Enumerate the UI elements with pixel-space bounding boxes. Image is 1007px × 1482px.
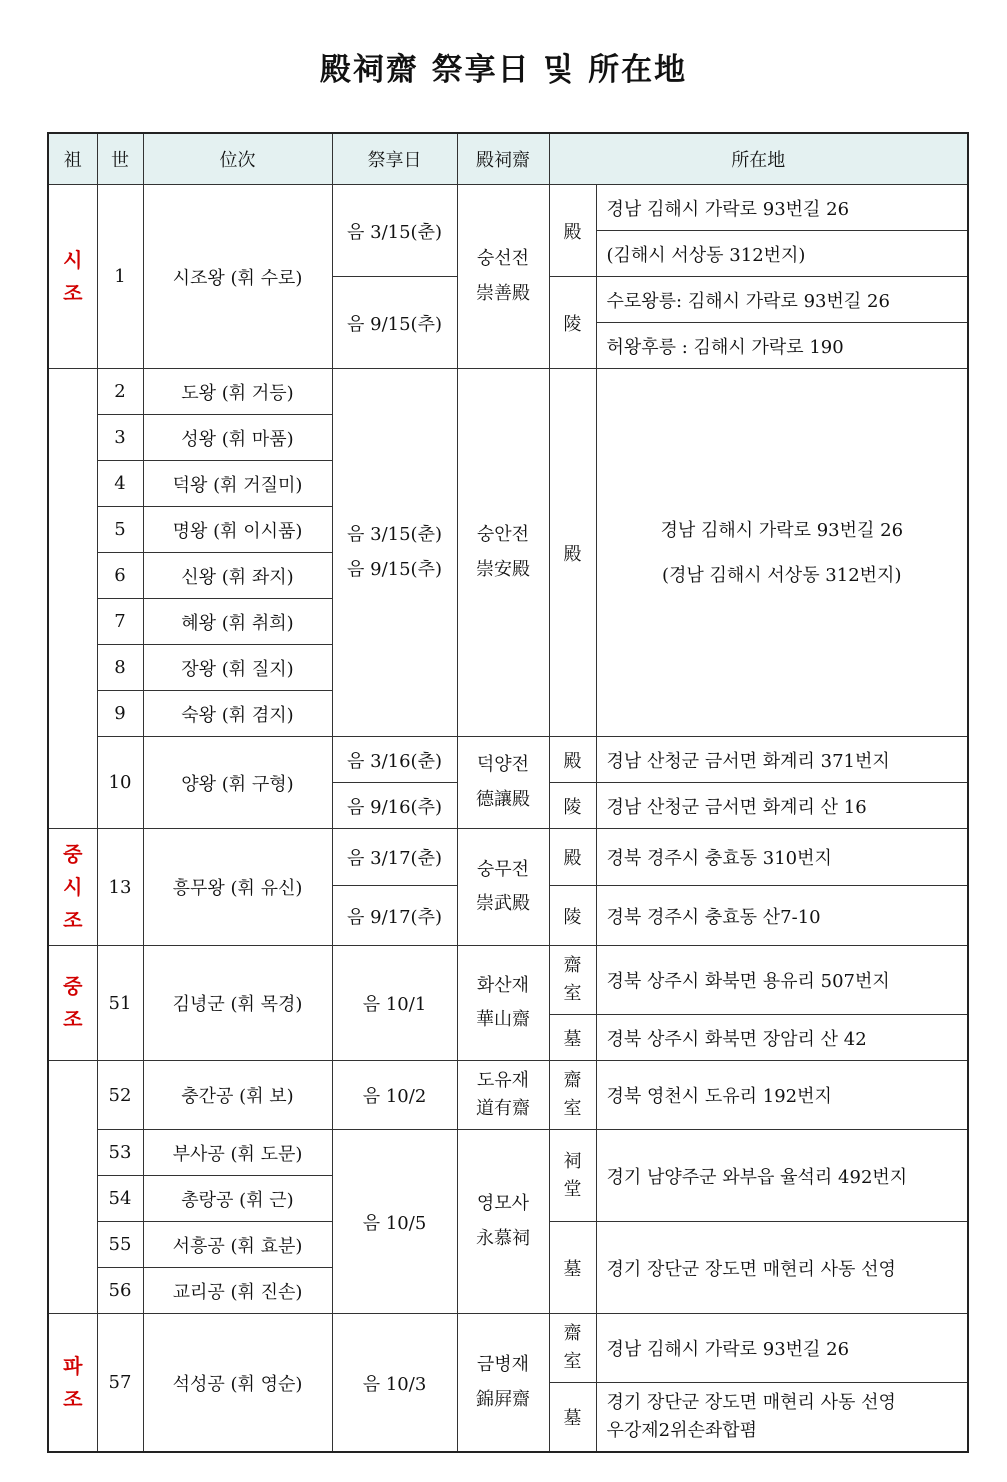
se-cell: 6 xyxy=(97,553,143,599)
shrine-cell: 숭안전 崇安殿 xyxy=(457,369,549,737)
se-cell: 53 xyxy=(97,1130,143,1176)
table-row xyxy=(48,369,968,415)
address-cell: 허왕후릉 : 김해시 가락로 190 xyxy=(596,323,968,369)
header-se: 世 xyxy=(97,133,143,185)
name-cell: 석성공 (휘 영순) xyxy=(143,1314,332,1453)
address-cell: 경북 상주시 화북면 장암리 산 42 xyxy=(596,1015,968,1061)
se-cell: 4 xyxy=(97,461,143,507)
name-cell: 총랑공 (휘 근) xyxy=(143,1176,332,1222)
date-autumn: 음 9/15(추) xyxy=(332,277,457,369)
name-cell: 숙왕 (휘 겸지) xyxy=(143,691,332,737)
kind-cell: 齋 室 xyxy=(549,1314,596,1383)
shrine-cell: 영모사 永慕祠 xyxy=(457,1130,549,1314)
se-cell: 55 xyxy=(97,1222,143,1268)
header-soje: 所在地 xyxy=(549,133,968,185)
address-cell: 수로왕릉: 김해시 가락로 93번길 26 xyxy=(596,277,968,323)
name-cell: 흥무왕 (휘 유신) xyxy=(143,829,332,946)
se-cell: 56 xyxy=(97,1268,143,1314)
date-spring: 음 3/15(춘) xyxy=(332,185,457,277)
se-cell: 2 xyxy=(97,369,143,415)
kind-cell: 祠 堂 xyxy=(549,1130,596,1222)
header-wicha: 位次 xyxy=(143,133,332,185)
address-cell: 경북 상주시 화북면 용유리 507번지 xyxy=(596,946,968,1015)
kind-cell: 殿 xyxy=(549,185,596,277)
se-cell: 52 xyxy=(97,1061,143,1130)
se-cell: 13 xyxy=(97,829,143,946)
name-cell: 부사공 (휘 도문) xyxy=(143,1130,332,1176)
address-cell: 경남 김해시 가락로 93번길 26 xyxy=(596,185,968,231)
header-jehyang: 祭享日 xyxy=(332,133,457,185)
se-cell: 54 xyxy=(97,1176,143,1222)
address-cell: 경기 남양주군 와부읍 율석리 492번지 xyxy=(596,1130,968,1222)
kind-cell: 殿 xyxy=(549,829,596,886)
shrine-cell: 숭무전 崇武殿 xyxy=(457,829,549,946)
address-cell: 경북 영천시 도유리 192번지 xyxy=(596,1061,968,1130)
shrine-table xyxy=(47,132,969,1453)
name-cell: 장왕 (휘 질지) xyxy=(143,645,332,691)
name-cell: 교리공 (휘 진손) xyxy=(143,1268,332,1314)
se-cell: 1 xyxy=(97,185,143,369)
shrine-cell: 덕양전 德讓殿 xyxy=(457,737,549,829)
table-row xyxy=(48,1314,968,1383)
address-cell: 경남 산청군 금서면 화계리 산 16 xyxy=(596,783,968,829)
name-cell: 명왕 (휘 이시품) xyxy=(143,507,332,553)
table-row xyxy=(48,1130,968,1176)
se-cell: 57 xyxy=(97,1314,143,1453)
se-cell: 7 xyxy=(97,599,143,645)
address-cell: 경남 산청군 금서면 화계리 371번지 xyxy=(596,737,968,783)
kind-cell: 齋 室 xyxy=(549,946,596,1015)
group-jungjo: 중 조 xyxy=(48,946,97,1061)
name-cell: 덕왕 (휘 거질미) xyxy=(143,461,332,507)
group-jungsijo: 중 시 조 xyxy=(48,829,97,946)
se-cell: 9 xyxy=(97,691,143,737)
name-cell: 서흥공 (휘 효분) xyxy=(143,1222,332,1268)
address-cell: 경북 경주시 충효동 310번지 xyxy=(596,829,968,886)
kind-cell: 陵 xyxy=(549,886,596,946)
table-row xyxy=(48,1061,968,1130)
date-autumn: 음 9/17(추) xyxy=(332,886,457,946)
date-spring: 음 3/16(춘) xyxy=(332,737,457,783)
date-cell: 음 10/2 xyxy=(332,1061,457,1130)
address-cell: (김해시 서상동 312번지) xyxy=(596,231,968,277)
group-pajo: 파 조 xyxy=(48,1314,97,1453)
date-cell: 음 10/3 xyxy=(332,1314,457,1453)
name-cell: 도왕 (휘 거등) xyxy=(143,369,332,415)
kind-cell: 墓 xyxy=(549,1222,596,1314)
se-cell: 51 xyxy=(97,946,143,1061)
name-cell: 신왕 (휘 좌지) xyxy=(143,553,332,599)
shrine-cell: 화산재 華山齋 xyxy=(457,946,549,1061)
table-row xyxy=(48,185,968,231)
date-cell: 음 10/1 xyxy=(332,946,457,1061)
kind-cell: 陵 xyxy=(549,783,596,829)
name-cell: 시조왕 (휘 수로) xyxy=(143,185,332,369)
address-cell: 경기 장단군 장도면 매현리 사동 선영 xyxy=(596,1222,968,1314)
name-cell: 김녕군 (휘 목경) xyxy=(143,946,332,1061)
address-cell: 경남 김해시 가락로 93번길 26 xyxy=(596,1314,968,1383)
page-title: 殿祠齋 祭享日 및 所在地 xyxy=(319,52,688,88)
address-cell: 경남 김해시 가락로 93번길 26 (경남 김해시 서상동 312번지) xyxy=(596,369,968,737)
group-sijo: 시 조 xyxy=(48,185,97,369)
shrine-cell: 금병재 錦屛齋 xyxy=(457,1314,549,1453)
kind-cell: 墓 xyxy=(549,1383,596,1453)
date-autumn: 음 9/16(추) xyxy=(332,783,457,829)
address-cell: 경북 경주시 충효동 산7-10 xyxy=(596,886,968,946)
group-empty xyxy=(48,369,97,829)
address-cell: 경기 장단군 장도면 매현리 사동 선영 우강제2위손좌합폄 xyxy=(596,1383,968,1453)
group-empty xyxy=(48,1061,97,1314)
shrine-cell: 숭선전 崇善殿 xyxy=(457,185,549,369)
date-spring: 음 3/17(춘) xyxy=(332,829,457,886)
table-row xyxy=(48,829,968,886)
header-jeonsaje: 殿祠齋 xyxy=(457,133,549,185)
date-cell: 음 10/5 xyxy=(332,1130,457,1314)
shrine-cell: 도유재 道有齋 xyxy=(457,1061,549,1130)
header-row xyxy=(48,133,968,185)
se-cell: 3 xyxy=(97,415,143,461)
name-cell: 혜왕 (휘 취희) xyxy=(143,599,332,645)
header-jo: 祖 xyxy=(48,133,97,185)
kind-cell: 齋 室 xyxy=(549,1061,596,1130)
kind-cell: 殿 xyxy=(549,369,596,737)
se-cell: 5 xyxy=(97,507,143,553)
name-cell: 성왕 (휘 마품) xyxy=(143,415,332,461)
name-cell: 충간공 (휘 보) xyxy=(143,1061,332,1130)
name-cell: 양왕 (휘 구형) xyxy=(143,737,332,829)
kind-cell: 墓 xyxy=(549,1015,596,1061)
table-row xyxy=(48,946,968,1015)
table-row xyxy=(48,737,968,783)
se-cell: 8 xyxy=(97,645,143,691)
kind-cell: 陵 xyxy=(549,277,596,369)
kind-cell: 殿 xyxy=(549,737,596,783)
se-cell: 10 xyxy=(97,737,143,829)
date-cell: 음 3/15(춘) 음 9/15(추) xyxy=(332,369,457,737)
